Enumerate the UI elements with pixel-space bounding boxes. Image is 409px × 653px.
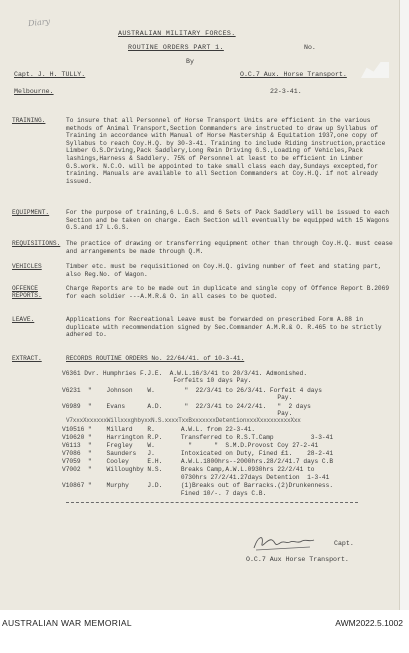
archive-reference: AWM2022.5.1002 (335, 618, 403, 628)
archive-footer (0, 610, 409, 653)
archive-name: AUSTRALIAN WAR MEMORIAL (2, 618, 132, 628)
torn-corner (361, 62, 389, 78)
order-number-label: No. (304, 44, 316, 51)
record-line: 0730hrs 27/2/41.27days Detention 1-3-41 (62, 474, 330, 481)
section-label-vehicles: VEHICLES (12, 263, 42, 270)
record-line: V7002 " Willoughby N.S. Breaks Camp,A.W.L.0930hrs 22/2/41 to (62, 466, 315, 473)
signature-rank: Capt. (334, 540, 354, 547)
extract-heading: RECORDS ROUTINE ORDERS No. 22/64/41. of 10-3-41. (66, 355, 245, 362)
record-line: V10516 " Millard R. A.W.L. from 22-3-41. (62, 426, 256, 433)
signature-unit: O.C.7 Aux Horse Transport. (246, 556, 349, 563)
record-line: Pay. (62, 394, 293, 401)
section-label-leave: LEAVE. (12, 316, 35, 323)
record-line: Fined 10/-. 7 days C.B. (62, 490, 267, 497)
issuer-unit: O.C.7 Aux. Horse Transport. (240, 71, 347, 78)
section-label-training: TRAINING. (12, 117, 46, 124)
section-text-requisitions: The practice of drawing or transferring equipment other than through Coy.H.Q. must cease and arrangements be made through Q.M. (66, 240, 393, 255)
record-line: V10867 " Murphy J.D. (1)Breaks out of Barracks.(2)Drunkenness. (62, 482, 334, 489)
record-line: V6989 " Evans A.D. " 22/3/41 to 24/2/41. " 2 days (62, 403, 311, 410)
record-line: V6231 " Johnson W. " 22/3/41 to 26/3/41. Forfeit 4 days (62, 387, 322, 394)
record-line: Pay. (62, 410, 293, 417)
struck-out-line: V7xxxXxxxxxxWillxxxghbyxxN.S.xxxxTxxBxxxxxxxDetentionxxxXxxxxxxxxxXxx (66, 417, 301, 424)
record-line: Forfeits 10 days Pay. (62, 377, 252, 384)
document-title: ROUTINE ORDERS PART 1. (128, 44, 224, 51)
section-label-requisitions: REQUISITIONS. (12, 240, 61, 247)
section-text-equipment: For the purpose of training,6 L.G.S. and 6 Sets of Pack Saddlery will be issued to each Section and be taken on charge. Each Section will eventually be equipped with 15 Wagons G.S.and 17 L.G.S. (66, 209, 390, 232)
record-line: V6113 " Fregley W. " " S.M.D.Provost Coy 27-2-41 (62, 442, 319, 449)
record-line: V6361 Dvr. Humphries F.J.E. A.W.L.16/3/41 to 20/3/41. Admonished. (62, 370, 308, 377)
issuer-name: Capt. J. H. TULLY. (14, 71, 86, 78)
section-text-training: To insure that all Personnel of Horse Transport Units are efficient in the various methods of Animal Transport,Section Commanders are instructed to draw up Syllabus of Training in accordance with Manual of Horse Mastership & Equitation 1937,one copy of Syllabus to reach Coy.H.Q. by 30-3-41. Training to include Riding instruction,practice Limber G.S.Driving,Pack Saddlery,Long Rein Driving G.S.,Loading of Vehicles,Pack lashings,Harness & Saddlery. 75% of Personnel at least to be efficient in Limber G.S.work. N.C.O. will be appointed to take small class each day,Sundays excepted,for training. Manuals are available to all Section Commanders at Coy.H.Q. if not already issued. (66, 117, 386, 185)
record-line: V7086 " Saunders J. Intoxicated on Duty, Fined £1. 28-2-41 (62, 450, 334, 457)
place: Melbourne. (14, 88, 54, 95)
section-label-extract: EXTRACT. (12, 355, 42, 362)
section-text-vehicles: Timber etc. must be requisitioned on Coy.H.Q. giving number of feet and stating part, also Reg.No. of Wagon. (66, 263, 382, 278)
organisation-heading: AUSTRALIAN MILITARY FORCES. (118, 30, 236, 37)
section-text-offence-reports: Charge Reports are to be made out in duplicate and single copy of Offence Report B.2069 for each soldier ---A.M.R.& O. in all cases to be quoted. (66, 285, 390, 300)
dashed-divider (66, 502, 358, 503)
by-label: By (186, 58, 194, 65)
section-text-leave: Applications for Recreational Leave must be forwarded on prescribed Form A.88 in duplicate with recommendation signed by Sec.Commander A.M.R.& O. R.465 to be strictly adhered to. (66, 316, 382, 339)
order-date: 22-3-41. (270, 88, 302, 95)
signature-graphic (252, 532, 316, 552)
record-line: V7059 " Cooley E.H. A.W.L.1800hrs--2000hrs.28/2/41.7 days C.B (62, 458, 334, 465)
section-label-equipment: EQUIPMENT. (12, 209, 50, 216)
record-line: V10620 " Harrington R.P. Transferred to R.S.T.Camp 3-3-41 (62, 434, 334, 441)
section-label-offence-reports: OFFENCE REPORTS. (12, 285, 42, 300)
pencil-annotation: Diary (27, 16, 51, 29)
